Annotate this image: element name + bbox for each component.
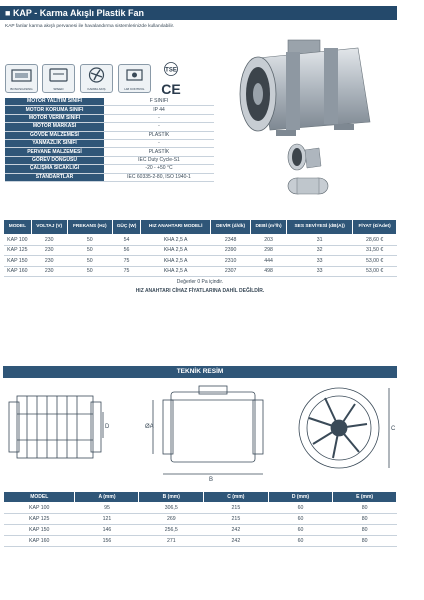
column-header: DEVİR (d/dk) — [211, 220, 251, 235]
table-cell: 298 — [250, 245, 286, 256]
spec-key: MOTOR MARKASI — [5, 123, 104, 131]
spec-key: PERVANE MALZEMESİ — [5, 148, 104, 156]
column-header: VOLTAJ (V) — [31, 220, 67, 235]
controller-icon: HIZ KONTROL — [118, 64, 151, 93]
table-cell: 75 — [112, 266, 140, 277]
table-cell: 33 — [287, 256, 353, 267]
spec-row — [5, 131, 214, 139]
spec-row — [5, 123, 214, 131]
table-cell: 444 — [250, 256, 286, 267]
fan-exploded-image — [283, 140, 333, 198]
column-header: HIZ ANAHTARI MODELİ — [141, 220, 211, 235]
table-cell: KAP 100 — [4, 503, 75, 514]
table-cell: 53,00 € — [353, 266, 397, 277]
tse-icon — [158, 62, 184, 76]
spec-row — [5, 139, 214, 147]
bonus-icon: BONUSCASING — [5, 64, 38, 93]
spec-value: IEC 60335-2-80, ISO 1940-1 — [104, 173, 214, 181]
spec-key: MOTOR KORUMA SINIFI — [5, 106, 104, 114]
dims-table — [3, 491, 397, 547]
column-header: DEBİ (m³/h) — [250, 220, 286, 235]
table-cell: 230 — [31, 266, 67, 277]
intro-text: KAP fanlar karma akışlı pervanesi ile havalandırma sistemlerinizde kullanılabilir. — [5, 24, 175, 29]
table-row — [4, 235, 397, 246]
page-title-text: KAP - Karma Akışlı Plastik Fan — [12, 8, 144, 18]
table-cell: 203 — [250, 235, 286, 246]
speed-icon: SPEED — [42, 64, 75, 93]
table-cell: 60 — [268, 503, 333, 514]
column-header: GÜÇ (W) — [112, 220, 140, 235]
table-cell: 60 — [268, 536, 333, 547]
table-cell: 2310 — [211, 256, 251, 267]
table-cell: 31,50 € — [353, 245, 397, 256]
table-cell: 80 — [333, 525, 397, 536]
column-header: MODEL — [4, 492, 75, 503]
table-cell: KAP 125 — [4, 245, 32, 256]
table-cell: KAP 160 — [4, 266, 32, 277]
table-cell: 80 — [333, 514, 397, 525]
spec-value: PLASTİK — [104, 148, 214, 156]
table-row — [4, 536, 397, 547]
spec-value: IEC Duty Cycle-S1 — [104, 156, 214, 164]
table-cell: 230 — [31, 256, 67, 267]
dim-label-d: D — [105, 424, 110, 430]
spec-key: MOTOR YALITIM SINIFI — [5, 98, 104, 106]
table-cell: 2307 — [211, 266, 251, 277]
table-cell: 60 — [268, 525, 333, 536]
spec-row — [5, 114, 214, 122]
pressure-note: Değerler 0 Pa içindir. — [176, 279, 224, 285]
spec-row — [5, 98, 214, 106]
column-header: D (mm) — [268, 492, 333, 503]
spec-row — [5, 173, 214, 181]
column-header: A (mm) — [75, 492, 139, 503]
end-view — [299, 388, 389, 468]
table-cell: 230 — [31, 235, 67, 246]
certifications — [158, 62, 184, 96]
table-cell: 56 — [112, 245, 140, 256]
spec-row — [5, 148, 214, 156]
table-row — [4, 266, 397, 277]
table-cell: 28,60 € — [353, 235, 397, 246]
models-table — [3, 219, 397, 277]
table-cell: 121 — [75, 514, 139, 525]
table-cell: 50 — [67, 256, 112, 267]
table-cell: KAP 125 — [4, 514, 75, 525]
table-cell: KAP 100 — [4, 235, 32, 246]
table-cell: 50 — [67, 235, 112, 246]
spec-value: PLASTİK — [104, 131, 214, 139]
table-cell: 306,5 — [139, 503, 204, 514]
spec-key: GÖVDE MALZEMESİ — [5, 131, 104, 139]
spec-row — [5, 165, 214, 173]
table-cell: 156 — [75, 536, 139, 547]
table-cell: 60 — [268, 514, 333, 525]
fan-blade-icon: KARMA AKIŞ — [80, 64, 113, 93]
column-header: FREKANS (Hz) — [67, 220, 112, 235]
tse-text: TSE — [165, 67, 177, 74]
table-cell: 242 — [204, 536, 269, 547]
front-view — [153, 386, 263, 474]
table-cell: 146 — [75, 525, 139, 536]
column-header: C (mm) — [204, 492, 269, 503]
table-row — [4, 256, 397, 267]
table-cell: 50 — [67, 245, 112, 256]
fan-product-image — [228, 30, 398, 148]
spec-value: - — [104, 114, 214, 122]
column-header: B (mm) — [139, 492, 204, 503]
table-cell: 54 — [112, 235, 140, 246]
table-cell: 242 — [204, 525, 269, 536]
spec-value: F SINIFI — [104, 98, 214, 106]
table-cell: KHA 2,5 A — [141, 235, 211, 246]
table-cell: KHA 2,5 A — [141, 266, 211, 277]
ce-mark: CE — [161, 81, 181, 97]
feature-icons — [5, 64, 155, 94]
spec-row — [5, 156, 214, 164]
spec-value: IP 44 — [104, 106, 214, 114]
table-row — [4, 525, 397, 536]
column-header: MODEL — [4, 220, 32, 235]
technical-drawing — [3, 382, 397, 486]
table-cell: 230 — [31, 245, 67, 256]
column-header: E (mm) — [333, 492, 397, 503]
table-cell: 498 — [250, 266, 286, 277]
table-cell: KAP 150 — [4, 525, 75, 536]
side-view — [9, 396, 103, 458]
table-row — [4, 514, 397, 525]
spec-value: - — [104, 123, 214, 131]
spec-key: YANMAZLIK SINIFI — [5, 139, 104, 147]
table-cell: 80 — [333, 503, 397, 514]
page-title — [0, 6, 397, 20]
spec-table — [5, 98, 214, 182]
table-cell: 215 — [204, 514, 269, 525]
table-row — [4, 503, 397, 514]
table-cell: KAP 150 — [4, 256, 32, 267]
table-row — [4, 245, 397, 256]
table-cell: 271 — [139, 536, 204, 547]
table-cell: 31 — [287, 235, 353, 246]
dim-label-b: B — [209, 477, 214, 483]
table-cell: 33 — [287, 266, 353, 277]
spec-value: - — [104, 139, 214, 147]
column-header: FİYAT (€/Adet) — [353, 220, 397, 235]
spec-row — [5, 106, 214, 114]
table-cell: 32 — [287, 245, 353, 256]
table-cell: 53,00 € — [353, 256, 397, 267]
table-cell: KHA 2,5 A — [141, 256, 211, 267]
column-header: SES SEVİYESİ (dB(A)) — [287, 220, 353, 235]
table-cell: 2348 — [211, 235, 251, 246]
table-cell: 2390 — [211, 245, 251, 256]
table-cell: 75 — [112, 256, 140, 267]
spec-key: GÖREV DÖNGÜSÜ — [5, 156, 104, 164]
table-cell: 215 — [204, 503, 269, 514]
spec-key: STANDARTLAR — [5, 173, 104, 181]
dim-label-c: C — [391, 426, 396, 432]
table-cell: KHA 2,5 A — [141, 245, 211, 256]
table-cell: 256,5 — [139, 525, 204, 536]
table-cell: KAP 160 — [4, 536, 75, 547]
spec-key: MOTOR VERİM SINIFI — [5, 114, 104, 122]
dim-label-a: ØA — [145, 424, 154, 430]
tech-drawing-title: TEKNİK RESİM — [3, 366, 397, 378]
title-bullet: ■ — [5, 8, 13, 18]
spec-value: -20 - +50 °C — [104, 165, 214, 173]
table-cell: 95 — [75, 503, 139, 514]
table-cell: 269 — [139, 514, 204, 525]
spec-key: ÇALIŞMA SICAKLIĞI — [5, 165, 104, 173]
table-cell: 80 — [333, 536, 397, 547]
price-note: HIZ ANAHTARI CİHAZ FİYATLARINA DAHİL DEĞİLDİR. — [135, 288, 265, 294]
table-cell: 50 — [67, 266, 112, 277]
